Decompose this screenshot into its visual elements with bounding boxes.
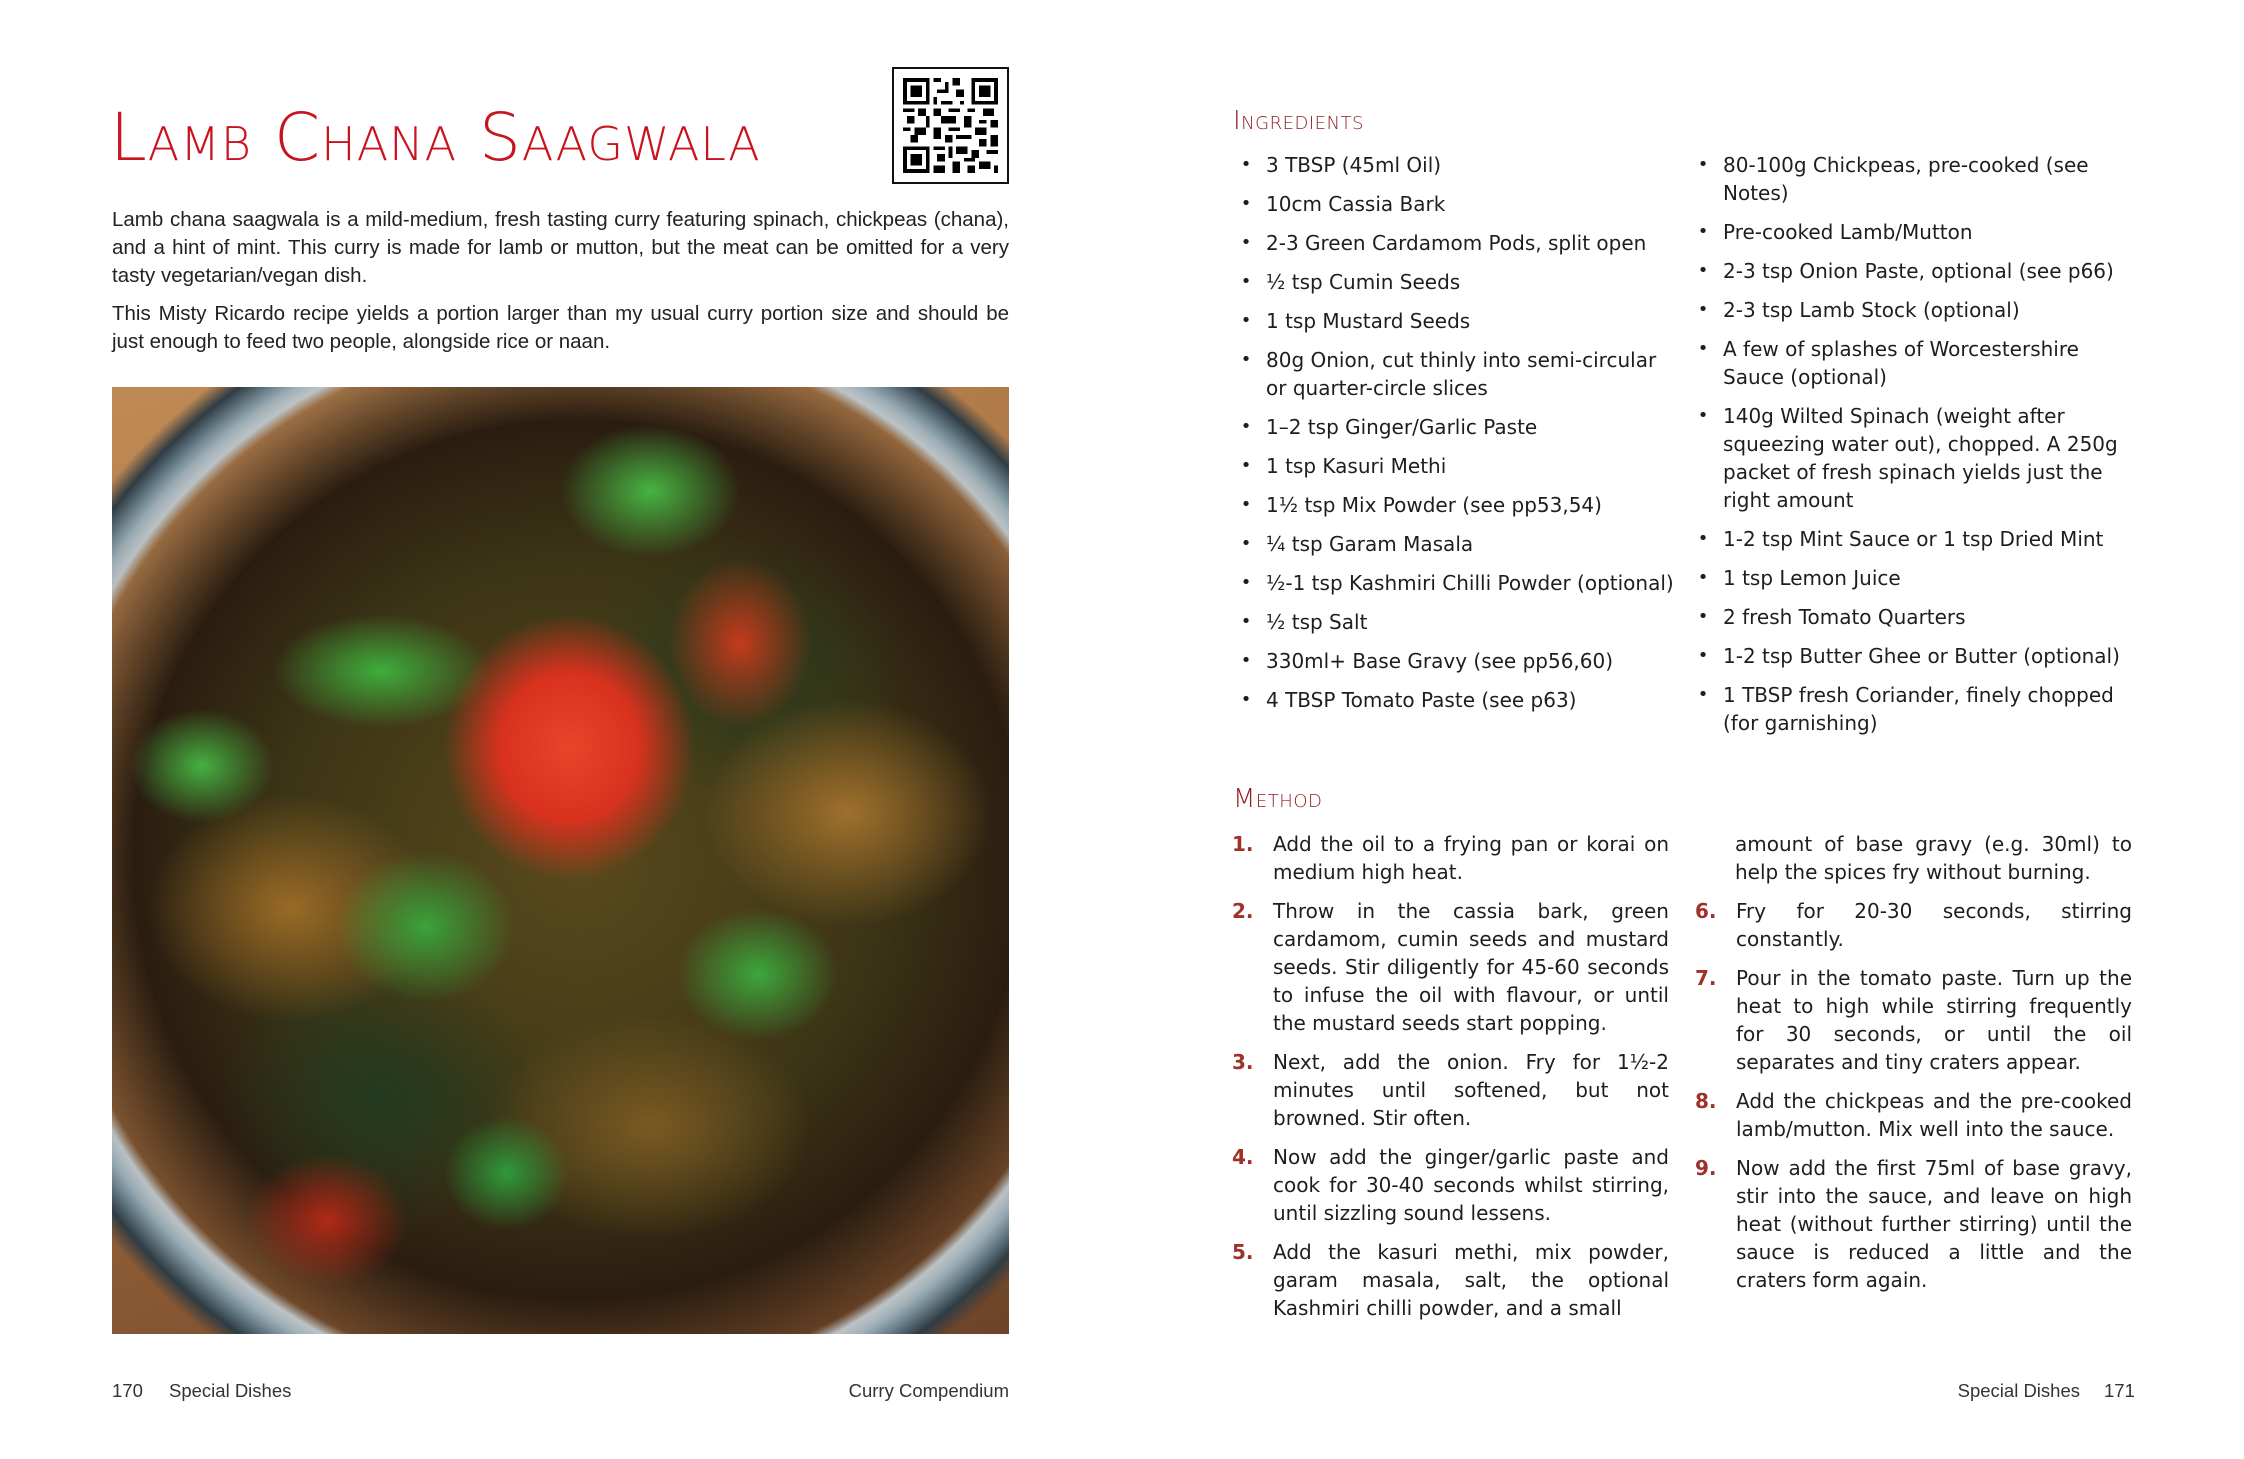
- bullet-icon: •: [1240, 193, 1252, 214]
- bullet-icon: •: [1697, 645, 1709, 666]
- ingredient-text: 4 TBSP Tomato Paste (see p63): [1266, 688, 1577, 712]
- ingredient-text: 1 tsp Lemon Juice: [1723, 566, 1901, 590]
- ingredient-text: ½ tsp Salt: [1266, 610, 1368, 634]
- method-step: [1232, 1238, 1669, 1322]
- bullet-icon: •: [1697, 260, 1709, 281]
- ingredient-text: 2-3 tsp Onion Paste, optional (see p66): [1723, 259, 2114, 283]
- ingredient-item: [1236, 268, 1676, 296]
- step-text: Fry for 20-30 seconds, stirring constantly.: [1736, 899, 2132, 951]
- bullet-icon: •: [1240, 455, 1252, 476]
- method-step: [1695, 1087, 2132, 1143]
- intro-paragraph-1: Lamb chana saagwala is a mild-medium, fresh tasting curry featuring spinach, chickpeas (chana), and a hint of mint. This curry is made for lamb or mutton, but the meat can be omitted for a very tasty vegetarian/vegan dish.: [112, 208, 1009, 287]
- footer-section-left: Special Dishes: [169, 1380, 292, 1401]
- ingredients-list-col1: [1236, 151, 1676, 725]
- ingredient-item: [1693, 402, 2138, 514]
- ingredient-text: 2 fresh Tomato Quarters: [1723, 605, 1966, 629]
- ingredient-item: [1236, 569, 1676, 597]
- step-number: 1.: [1232, 832, 1254, 856]
- bullet-icon: •: [1240, 349, 1252, 370]
- step-text: Add the oil to a frying pan or korai on medium high heat.: [1273, 832, 1669, 884]
- ingredient-text: 1 TBSP fresh Coriander, finely chopped (for garnishing): [1723, 683, 2114, 735]
- ingredient-item: [1693, 335, 2138, 391]
- bullet-icon: •: [1697, 154, 1709, 175]
- method-heading: Method: [1233, 784, 1323, 814]
- page-number-left: 170: [112, 1380, 143, 1401]
- ingredient-item: [1693, 681, 2138, 737]
- step-number: 8.: [1695, 1089, 1717, 1113]
- method-steps-col1: [1232, 830, 1669, 1333]
- qr-code-icon-graphic: [903, 78, 998, 173]
- footer-book-title: Curry Compendium: [848, 1380, 1009, 1401]
- method-steps-col2: [1695, 830, 2132, 1305]
- bullet-icon: •: [1697, 684, 1709, 705]
- ingredient-text: 80-100g Chickpeas, pre-cooked (see Notes): [1723, 153, 2089, 205]
- step-text: Pour in the tomato paste. Turn up the heat to high while stirring frequently for 30 seconds, or until the oil separates and tiny craters appear.: [1736, 966, 2132, 1074]
- step-text: Add the kasuri methi, mix powder, garam masala, salt, the optional Kashmiri chilli powder, and a small: [1273, 1240, 1669, 1320]
- ingredient-text: 2-3 tsp Lamb Stock (optional): [1723, 298, 2020, 322]
- ingredient-text: ½-1 tsp Kashmiri Chilli Powder (optional): [1266, 571, 1674, 595]
- method-step: [1695, 964, 2132, 1076]
- step-number: 6.: [1695, 899, 1717, 923]
- ingredients-heading: Ingredients: [1233, 106, 1364, 136]
- ingredient-item: [1236, 190, 1676, 218]
- ingredient-item: [1236, 151, 1676, 179]
- step-number: 2.: [1232, 899, 1254, 923]
- method-step: [1232, 830, 1669, 886]
- ingredient-text: 1 tsp Kasuri Methi: [1266, 454, 1447, 478]
- ingredient-text: 80g Onion, cut thinly into semi-circular or quarter-circle slices: [1266, 348, 1657, 400]
- ingredient-item: [1236, 413, 1676, 441]
- bullet-icon: •: [1240, 416, 1252, 437]
- ingredient-item: [1693, 564, 2138, 592]
- method-step: [1695, 897, 2132, 953]
- ingredient-text: 10cm Cassia Bark: [1266, 192, 1446, 216]
- method-step-continued: [1695, 830, 2132, 886]
- bullet-icon: •: [1697, 338, 1709, 359]
- ingredient-text: 140g Wilted Spinach (weight after squeezing water out), chopped. A 250g packet of fresh spinach yields just the right amount: [1723, 404, 2118, 512]
- step-number: 9.: [1695, 1156, 1717, 1180]
- method-step: [1232, 897, 1669, 1037]
- ingredient-item: [1693, 218, 2138, 246]
- ingredient-item: [1693, 257, 2138, 285]
- bullet-icon: •: [1697, 567, 1709, 588]
- bullet-icon: •: [1240, 310, 1252, 331]
- method-step: [1695, 1154, 2132, 1294]
- ingredient-item: [1693, 525, 2138, 553]
- step-number: 3.: [1232, 1050, 1254, 1074]
- bullet-icon: •: [1697, 528, 1709, 549]
- step-text: Now add the first 75ml of base gravy, stir into the sauce, and leave on high heat (without further stirring) until the sauce is reduced a little and the craters form again.: [1736, 1156, 2132, 1292]
- step-number: 4.: [1232, 1145, 1254, 1169]
- ingredient-text: Pre-cooked Lamb/Mutton: [1723, 220, 1973, 244]
- ingredient-item: [1236, 491, 1676, 519]
- ingredient-text: A few of splashes of Worcestershire Sauce (optional): [1723, 337, 2079, 389]
- page-number-right: 171: [2104, 1380, 2135, 1401]
- bullet-icon: •: [1240, 689, 1252, 710]
- step-text: Next, add the onion. Fry for 1½-2 minutes until softened, but not browned. Stir often.: [1273, 1050, 1669, 1130]
- intro-text: [112, 206, 1009, 366]
- ingredient-item: [1236, 346, 1676, 402]
- ingredient-item: [1236, 530, 1676, 558]
- step-number: 5.: [1232, 1240, 1254, 1264]
- bullet-icon: •: [1240, 572, 1252, 593]
- method-step: [1232, 1143, 1669, 1227]
- qr-code-icon[interactable]: [892, 67, 1009, 184]
- bullet-icon: •: [1240, 154, 1252, 175]
- ingredient-text: 1½ tsp Mix Powder (see pp53,54): [1266, 493, 1602, 517]
- step-number: 7.: [1695, 966, 1717, 990]
- ingredient-item: [1236, 307, 1676, 335]
- ingredient-item: [1236, 452, 1676, 480]
- bullet-icon: •: [1240, 611, 1252, 632]
- ingredient-text: 1 tsp Mustard Seeds: [1266, 309, 1471, 333]
- bullet-icon: •: [1240, 533, 1252, 554]
- bullet-icon: •: [1697, 221, 1709, 242]
- step-text: amount of base gravy (e.g. 30ml) to help the spices fry without burning.: [1735, 832, 2132, 884]
- bullet-icon: •: [1240, 271, 1252, 292]
- ingredient-item: [1693, 603, 2138, 631]
- ingredient-text: ½ tsp Cumin Seeds: [1266, 270, 1461, 294]
- ingredient-item: [1236, 686, 1676, 714]
- ingredient-text: ¼ tsp Garam Masala: [1266, 532, 1474, 556]
- bullet-icon: •: [1697, 299, 1709, 320]
- ingredient-text: 1–2 tsp Ginger/Garlic Paste: [1266, 415, 1538, 439]
- ingredient-text: 1-2 tsp Butter Ghee or Butter (optional): [1723, 644, 2120, 668]
- bullet-icon: •: [1240, 650, 1252, 671]
- method-step: [1232, 1048, 1669, 1132]
- ingredient-item: [1693, 642, 2138, 670]
- ingredient-text: 330ml+ Base Gravy (see pp56,60): [1266, 649, 1614, 673]
- curry-photo: [112, 387, 1009, 1334]
- step-text: Throw in the cassia bark, green cardamom, cumin seeds and mustard seeds. Stir diligently for 45-60 seconds to infuse the oil with flavour, or until the mustard seeds start popping.: [1273, 899, 1669, 1035]
- ingredient-item: [1236, 229, 1676, 257]
- ingredient-text: 2-3 Green Cardamom Pods, split open: [1266, 231, 1647, 255]
- ingredient-item: [1693, 296, 2138, 324]
- intro-paragraph-2: This Misty Ricardo recipe yields a portion larger than my usual curry portion size and should be just enough to feed two people, alongside rice or naan.: [112, 302, 1009, 353]
- recipe-title: Lamb Chana Saagwala: [110, 99, 761, 176]
- bullet-icon: •: [1240, 494, 1252, 515]
- ingredient-item: [1236, 608, 1676, 636]
- bullet-icon: •: [1697, 606, 1709, 627]
- bullet-icon: •: [1240, 232, 1252, 253]
- bullet-icon: •: [1697, 405, 1709, 426]
- ingredient-text: 3 TBSP (45ml Oil): [1266, 153, 1442, 177]
- ingredient-item: [1236, 647, 1676, 675]
- ingredients-list-col2: [1693, 151, 2138, 748]
- ingredient-text: 1-2 tsp Mint Sauce or 1 tsp Dried Mint: [1723, 527, 2104, 551]
- footer-section-right: Special Dishes: [1957, 1380, 2080, 1401]
- ingredient-item: [1693, 151, 2138, 207]
- step-text: Now add the ginger/garlic paste and cook for 30-40 seconds whilst stirring, until sizzling sound lessens.: [1273, 1145, 1669, 1225]
- step-text: Add the chickpeas and the pre-cooked lamb/mutton. Mix well into the sauce.: [1736, 1089, 2132, 1141]
